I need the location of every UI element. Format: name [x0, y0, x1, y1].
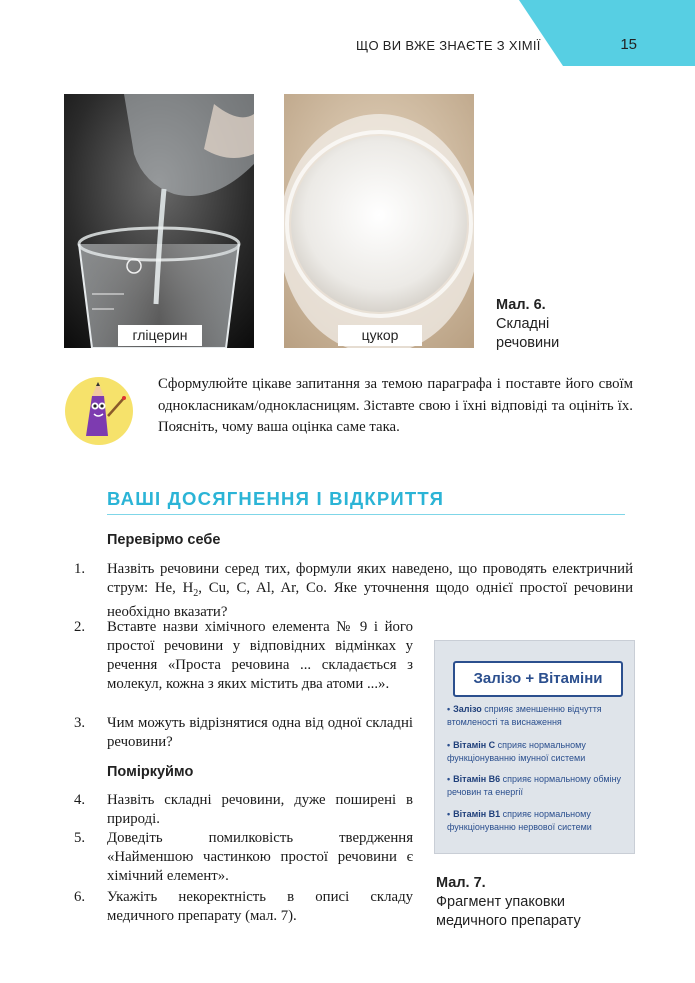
medicine-package-image	[434, 640, 635, 854]
subhead-check-yourself: Перевірмо себе	[107, 532, 221, 548]
figure6-caption-text: Складні речовини	[496, 316, 560, 351]
task-text: Сформулюйте цікаве запитання за темою параграфа і поставте його своїм однокласникам/однокласницям. Зіставте свою і їхні відповіді та оцініть їх. Поясніть, чому ваша оцінка саме така.	[158, 376, 633, 435]
sugar-photo-image	[284, 94, 474, 348]
package-item	[447, 703, 627, 729]
glycerin-photo	[64, 94, 254, 348]
package-item	[447, 739, 627, 765]
subscript: 2	[193, 587, 199, 599]
section-title: ВАШІ ДОСЯГНЕННЯ І ВІДКРИТТЯ	[107, 488, 445, 509]
question-number: 1.	[74, 561, 86, 577]
question-text: Доведіть помилковість твердження «Найменшою частинкою простої речовини є хімічний елемент».	[107, 830, 413, 884]
question-number: 5.	[74, 830, 86, 846]
glycerin-photo-image	[64, 94, 254, 348]
subhead-think: Поміркуймо	[107, 764, 194, 780]
question-number: 2.	[74, 619, 86, 635]
package-item-text: сприяє зменшенню відчуття втомленості та виснаження	[447, 704, 602, 727]
figure7-caption	[436, 874, 606, 931]
bullet-icon: •	[447, 740, 451, 750]
figure7-caption-text: Фрагмент упаковки медичного препарату	[436, 894, 581, 929]
package-item	[447, 773, 627, 799]
question-text: Назвіть складні речовини, дуже поширені в природі.	[107, 792, 413, 827]
page-number: 15	[620, 36, 637, 53]
figure7-caption-title: Мал. 7.	[436, 875, 486, 891]
package-item-text: сприяє нормальному обміну речовин та енергії	[447, 774, 622, 797]
question-text-part: Назвіть речовини серед тих, формули яких наведено, що проводять електричний струм: He, H	[107, 561, 633, 596]
pencil-mascot-icon	[64, 376, 134, 446]
question-text	[107, 560, 633, 622]
question-number: 6.	[74, 889, 86, 905]
package-item-name: Залізо	[453, 704, 482, 714]
question-text: Вставте назви хімічного елемента № 9 і його простої речовини у відповідних відмінках у речення «Проста речовина ... складається з молекул, кожна з яких містить два атоми ...».	[107, 619, 413, 692]
question-text: Чим можуть відрізнятися одна від одної складні речовини?	[107, 715, 413, 750]
package-item	[447, 808, 627, 834]
question-number: 4.	[74, 792, 86, 808]
package-item-name: Вітамін С	[453, 740, 496, 750]
package-item-name: Вітамін В1	[453, 809, 501, 819]
page-tab-decoration	[519, 0, 695, 66]
sugar-photo	[284, 94, 474, 348]
bullet-icon: •	[447, 809, 451, 819]
question-text-part: , Cu, C, Al, Ar, Co. Яке уточнення щодо однієї простої речовини необхідно вказати?	[107, 580, 634, 620]
figure6-caption-title: Мал. 6.	[496, 297, 546, 313]
sugar-label: цукор	[338, 325, 422, 346]
figure6-caption	[496, 296, 586, 353]
package-title: Залізо + Вітаміни	[453, 661, 623, 697]
question-text: Укажіть некоректність в описі складу медичного препарату (мал. 7).	[107, 889, 413, 924]
package-item-name: Вітамін В6	[453, 774, 501, 784]
package-item-text: сприяє нормальному функціонуванню нервової системи	[447, 809, 592, 832]
bullet-icon: •	[447, 704, 451, 714]
section-divider	[107, 514, 625, 515]
glycerin-label: гліцерин	[118, 325, 202, 346]
question-number: 3.	[74, 715, 86, 731]
running-header: ЩО ВИ ВЖЕ ЗНАЄТЕ З ХІМІЇ	[356, 38, 541, 53]
bullet-icon: •	[447, 774, 451, 784]
package-item-text: сприяє нормальному функціонуванню імунної системи	[447, 740, 586, 763]
